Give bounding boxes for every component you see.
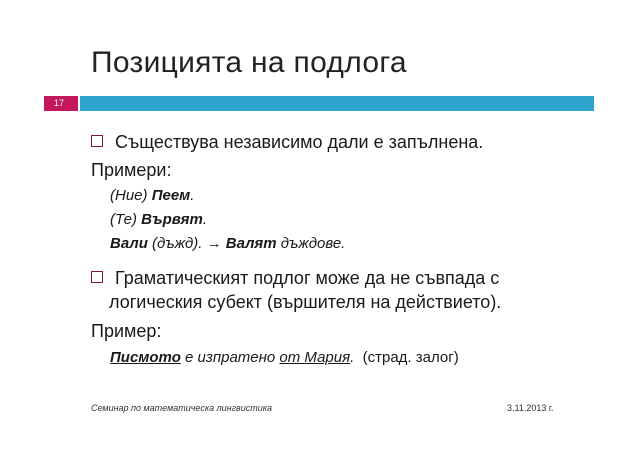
example-label: Пример: <box>91 321 162 341</box>
example-1-subject: (Ние) <box>110 187 152 204</box>
bullet-item-2 <box>91 268 499 289</box>
example-3-object: (дъжд). <box>147 235 207 252</box>
footer-date: 3.11.2013 г. <box>507 403 554 413</box>
square-bullet-icon <box>91 271 103 283</box>
example-2-verb: Вървят <box>141 211 203 228</box>
example-4-verb: е изпратено <box>180 349 280 366</box>
example-1-period: . <box>190 187 195 204</box>
example-1-verb: Пеем <box>151 187 191 204</box>
example-line-3 <box>110 235 345 252</box>
examples-label: Примери: <box>91 160 172 180</box>
example-4-period: . <box>350 349 355 366</box>
right-arrow-icon: → <box>206 235 222 252</box>
example-2-subject: (Те) <box>110 211 142 228</box>
example-3-subject: дъждове. <box>276 235 346 252</box>
example-line-4 <box>110 349 459 366</box>
example-4-subject: Писмото <box>110 349 181 366</box>
example-4-agent: от Мария <box>279 349 351 366</box>
example-line-1 <box>110 187 194 204</box>
example-3-verb-plural: Валят <box>221 235 277 252</box>
example-line-2 <box>110 211 207 228</box>
bullet-text-1: Съществува независимо дали е запълнена. <box>115 132 484 152</box>
square-bullet-icon <box>91 135 103 147</box>
slide-number: 17 <box>54 98 65 108</box>
example-3-verb: Вали <box>110 235 148 252</box>
slide-title: Позицията на подлога <box>91 46 407 79</box>
example-2-period: . <box>202 211 207 228</box>
header-divider-bar <box>80 96 594 111</box>
bullet-text-2-line-2: логическия субект (вършителя на действието). <box>109 292 502 312</box>
example-4-note: (страд. залог) <box>354 349 459 366</box>
bullet-text-2-line-1: Граматическият подлог може да не съвпада с <box>115 268 500 288</box>
bullet-item-1 <box>91 132 483 153</box>
footer-course-title: Семинар по математическа лингвистика <box>91 403 273 413</box>
